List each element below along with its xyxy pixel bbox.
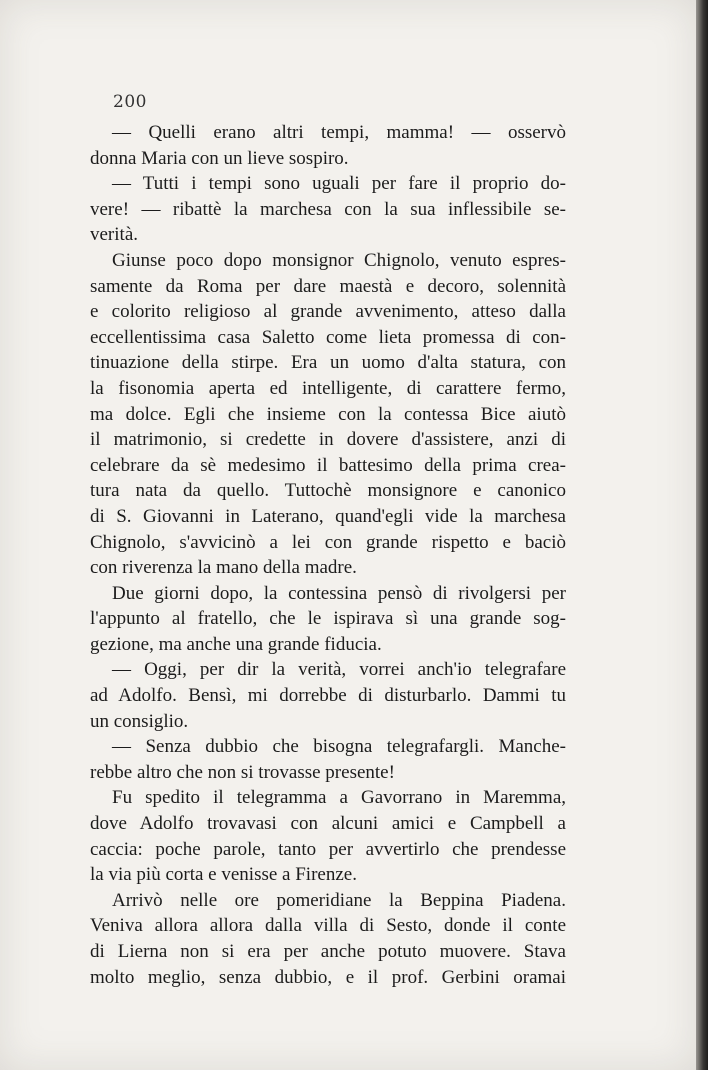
text-line: Giunse poco dopo monsignor Chignolo, venuto espres- (112, 249, 566, 271)
page-number: 200 (113, 92, 147, 112)
text-line: verità. (90, 224, 139, 246)
text-line: tinuazione della stirpe. Era un uomo d'alta statura, con (90, 352, 566, 374)
page-body-text (90, 120, 566, 990)
text-line: gezione, ma anche una grande fiducia. (90, 633, 382, 655)
book-binding-edge (696, 0, 708, 1070)
text-line: — Tutti i tempi sono uguali per fare il proprio do- (112, 173, 566, 195)
text-line: tura nata da quello. Tuttochè monsignore e canonico (90, 480, 566, 502)
text-line: di S. Giovanni in Laterano, quand'egli vide la marchesa (90, 505, 566, 527)
text-line: e colorito religioso al grande avvenimento, atteso dalla (90, 301, 566, 323)
text-line: Due giorni dopo, la contessina pensò di rivolgersi per (112, 582, 566, 604)
text-line: il matrimonio, si credette in dovere d'assistere, anzi di (90, 429, 566, 451)
text-line: — Oggi, per dir la verità, vorrei anch'io telegrafare (112, 659, 566, 681)
text-line: vere! — ribattè la marchesa con la sua inflessibile se- (90, 198, 566, 220)
text-line: la fisonomia aperta ed intelligente, di carattere fermo, (90, 377, 566, 399)
text-line: Arrivò nelle ore pomeridiane la Beppina Piadena. (112, 889, 566, 911)
text-line: un consiglio. (90, 710, 189, 732)
text-line: — Quelli erano altri tempi, mamma! — osservò (112, 122, 566, 143)
text-line: molto meglio, senza dubbio, e il prof. Gerbini oramai (90, 966, 566, 988)
text-line: con riverenza la mano della madre. (90, 557, 357, 579)
text-line: ma dolce. Egli che insieme con la contessa Bice aiutò (90, 403, 566, 425)
text-line: la via più corta e venisse a Firenze. (90, 864, 357, 886)
text-line: dove Adolfo trovavasi con alcuni amici e Campbell a (90, 813, 566, 835)
text-line: Fu spedito il telegramma a Gavorrano in Maremma, (112, 787, 566, 809)
text-line: ad Adolfo. Bensì, mi dorrebbe di disturbarlo. Dammi tu (90, 685, 566, 707)
text-line: eccellentissima casa Saletto come lieta promessa di con- (90, 326, 566, 348)
text-line: l'appunto al fratello, che le ispirava sì una grande sog- (90, 608, 566, 630)
text-line: donna Maria con un lieve sospiro. (90, 147, 349, 169)
text-line: — Senza dubbio che bisogna telegrafargli. Manche- (112, 736, 566, 758)
text-line: celebrare da sè medesimo il battesimo della prima crea- (90, 454, 566, 476)
text-line: caccia: poche parole, tanto per avvertirlo che prendesse (90, 838, 566, 860)
text-line: Chignolo, s'avvicinò a lei con grande rispetto e baciò (90, 531, 566, 553)
text-line: di Lierna non si era per anche potuto muovere. Stava (90, 941, 566, 962)
text-line: Veniva allora allora dalla villa di Sesto, donde il conte (90, 915, 566, 937)
text-line: samente da Roma per dare maestà e decoro, solennità (90, 275, 566, 297)
text-line: rebbe altro che non si trovasse presente! (90, 761, 395, 783)
